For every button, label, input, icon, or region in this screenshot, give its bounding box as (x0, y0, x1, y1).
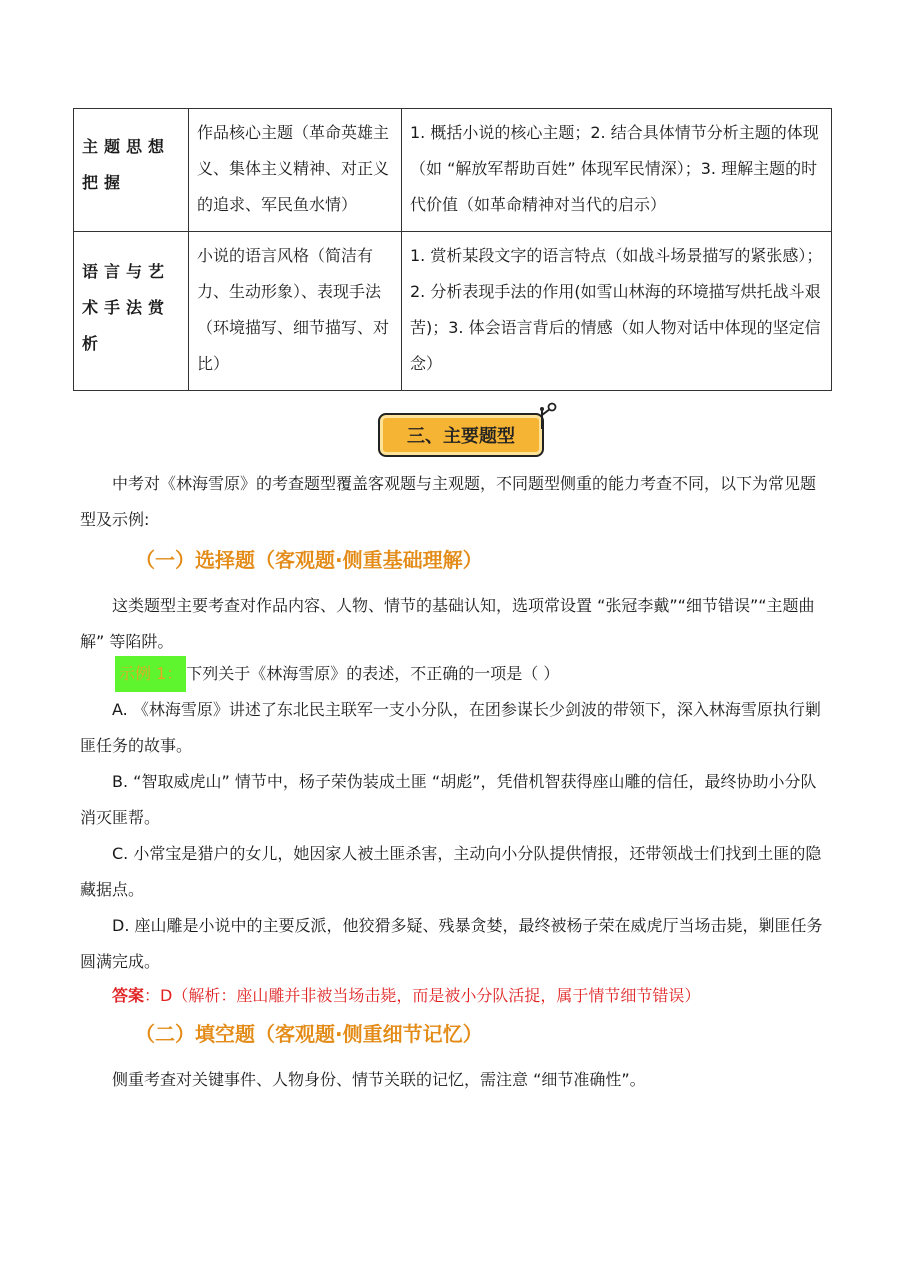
category-line: 把握 (82, 173, 127, 192)
answer-text: ：D（解析：座山雕并非被当场击毙，而是被小分队活捉，属于情节细节错误） (144, 986, 701, 1005)
content-cell: 小说的语言风格（简洁有力、生动形象）、表现手法（环境描写、细节描写、对比） (189, 232, 402, 391)
category-line: 语言与艺 (82, 262, 171, 281)
category-cell (74, 109, 189, 232)
part2-description: 侧重考查对关键事件、人物身份、情节关联的记忆，需注意 “细节准确性”。 (112, 1070, 646, 1089)
answer-label: 答案 (112, 986, 145, 1005)
part2-heading: （二）填空题（客观题·侧重细节记忆） (135, 1022, 483, 1046)
example-tag: 示例 1： (115, 656, 186, 692)
option-c: C. 小常宝是猎户的女儿，她因家人被土匪杀害，主动向小分队提供情报，还带领战士们找到土匪的隐藏据点。 (80, 844, 822, 899)
option-d: D. 座山雕是小说中的主要反派，他狡猾多疑、残暴贪婪，最终被杨子荣在威虎厅当场击毙，剿匪任务圆满完成。 (80, 916, 823, 971)
content-cell: 作品核心主题（革命英雄主义、集体主义精神、对正义的追求、军民鱼水情） (189, 109, 402, 232)
part1-heading: （一）选择题（客观题·侧重基础理解） (135, 548, 483, 572)
option-a: A. 《林海雪原》讲述了东北民主联军一支小分队，在团参谋长少剑波的带领下，深入林海雪原执行剿匪任务的故事。 (80, 700, 821, 755)
requirements-cell: 1. 赏析某段文字的语言特点（如战斗场景描写的紧张感）；2. 分析表现手法的作用(如雪山林海的环境描写烘托战斗艰苦)；3. 体会语言背后的情感（如人物对话中体现的坚定信念） (402, 232, 832, 391)
antenna-icon (538, 401, 558, 431)
answer-line (80, 978, 825, 1014)
category-line: 术手法赏 (82, 298, 171, 317)
content-table (73, 108, 832, 391)
section-title: 三、主要题型 (378, 413, 544, 457)
category-cell (74, 232, 189, 391)
example-question (115, 656, 825, 692)
table-row (74, 232, 832, 391)
section-intro: 中考对《林海雪原》的考查题型覆盖客观题与主观题，不同题型侧重的能力考查不同，以下为常见题型及示例: (80, 474, 817, 529)
part1-description: 这类题型主要考查对作品内容、人物、情节的基础认知，选项常设置 “张冠李戴”“细节错误”“主题曲解” 等陷阱。 (80, 596, 815, 651)
question-text: 下列关于《林海雪原》的表述，不正确的一项是（ ） (186, 664, 560, 683)
option-b: B. “智取威虎山” 情节中，杨子荣伪装成土匪 “胡彪”，凭借机智获得座山雕的信任，最终协助小分队消灭匪帮。 (80, 772, 817, 827)
table-row (74, 109, 832, 232)
requirements-cell: 1. 概括小说的核心主题；2. 结合具体情节分析主题的体现（如 “解放军帮助百姓” 体现军民情深）；3. 理解主题的时代价值（如革命精神对当代的启示） (402, 109, 832, 232)
category-line: 主题思想 (82, 137, 171, 156)
section-badge (378, 413, 548, 459)
category-line: 析 (82, 334, 105, 353)
